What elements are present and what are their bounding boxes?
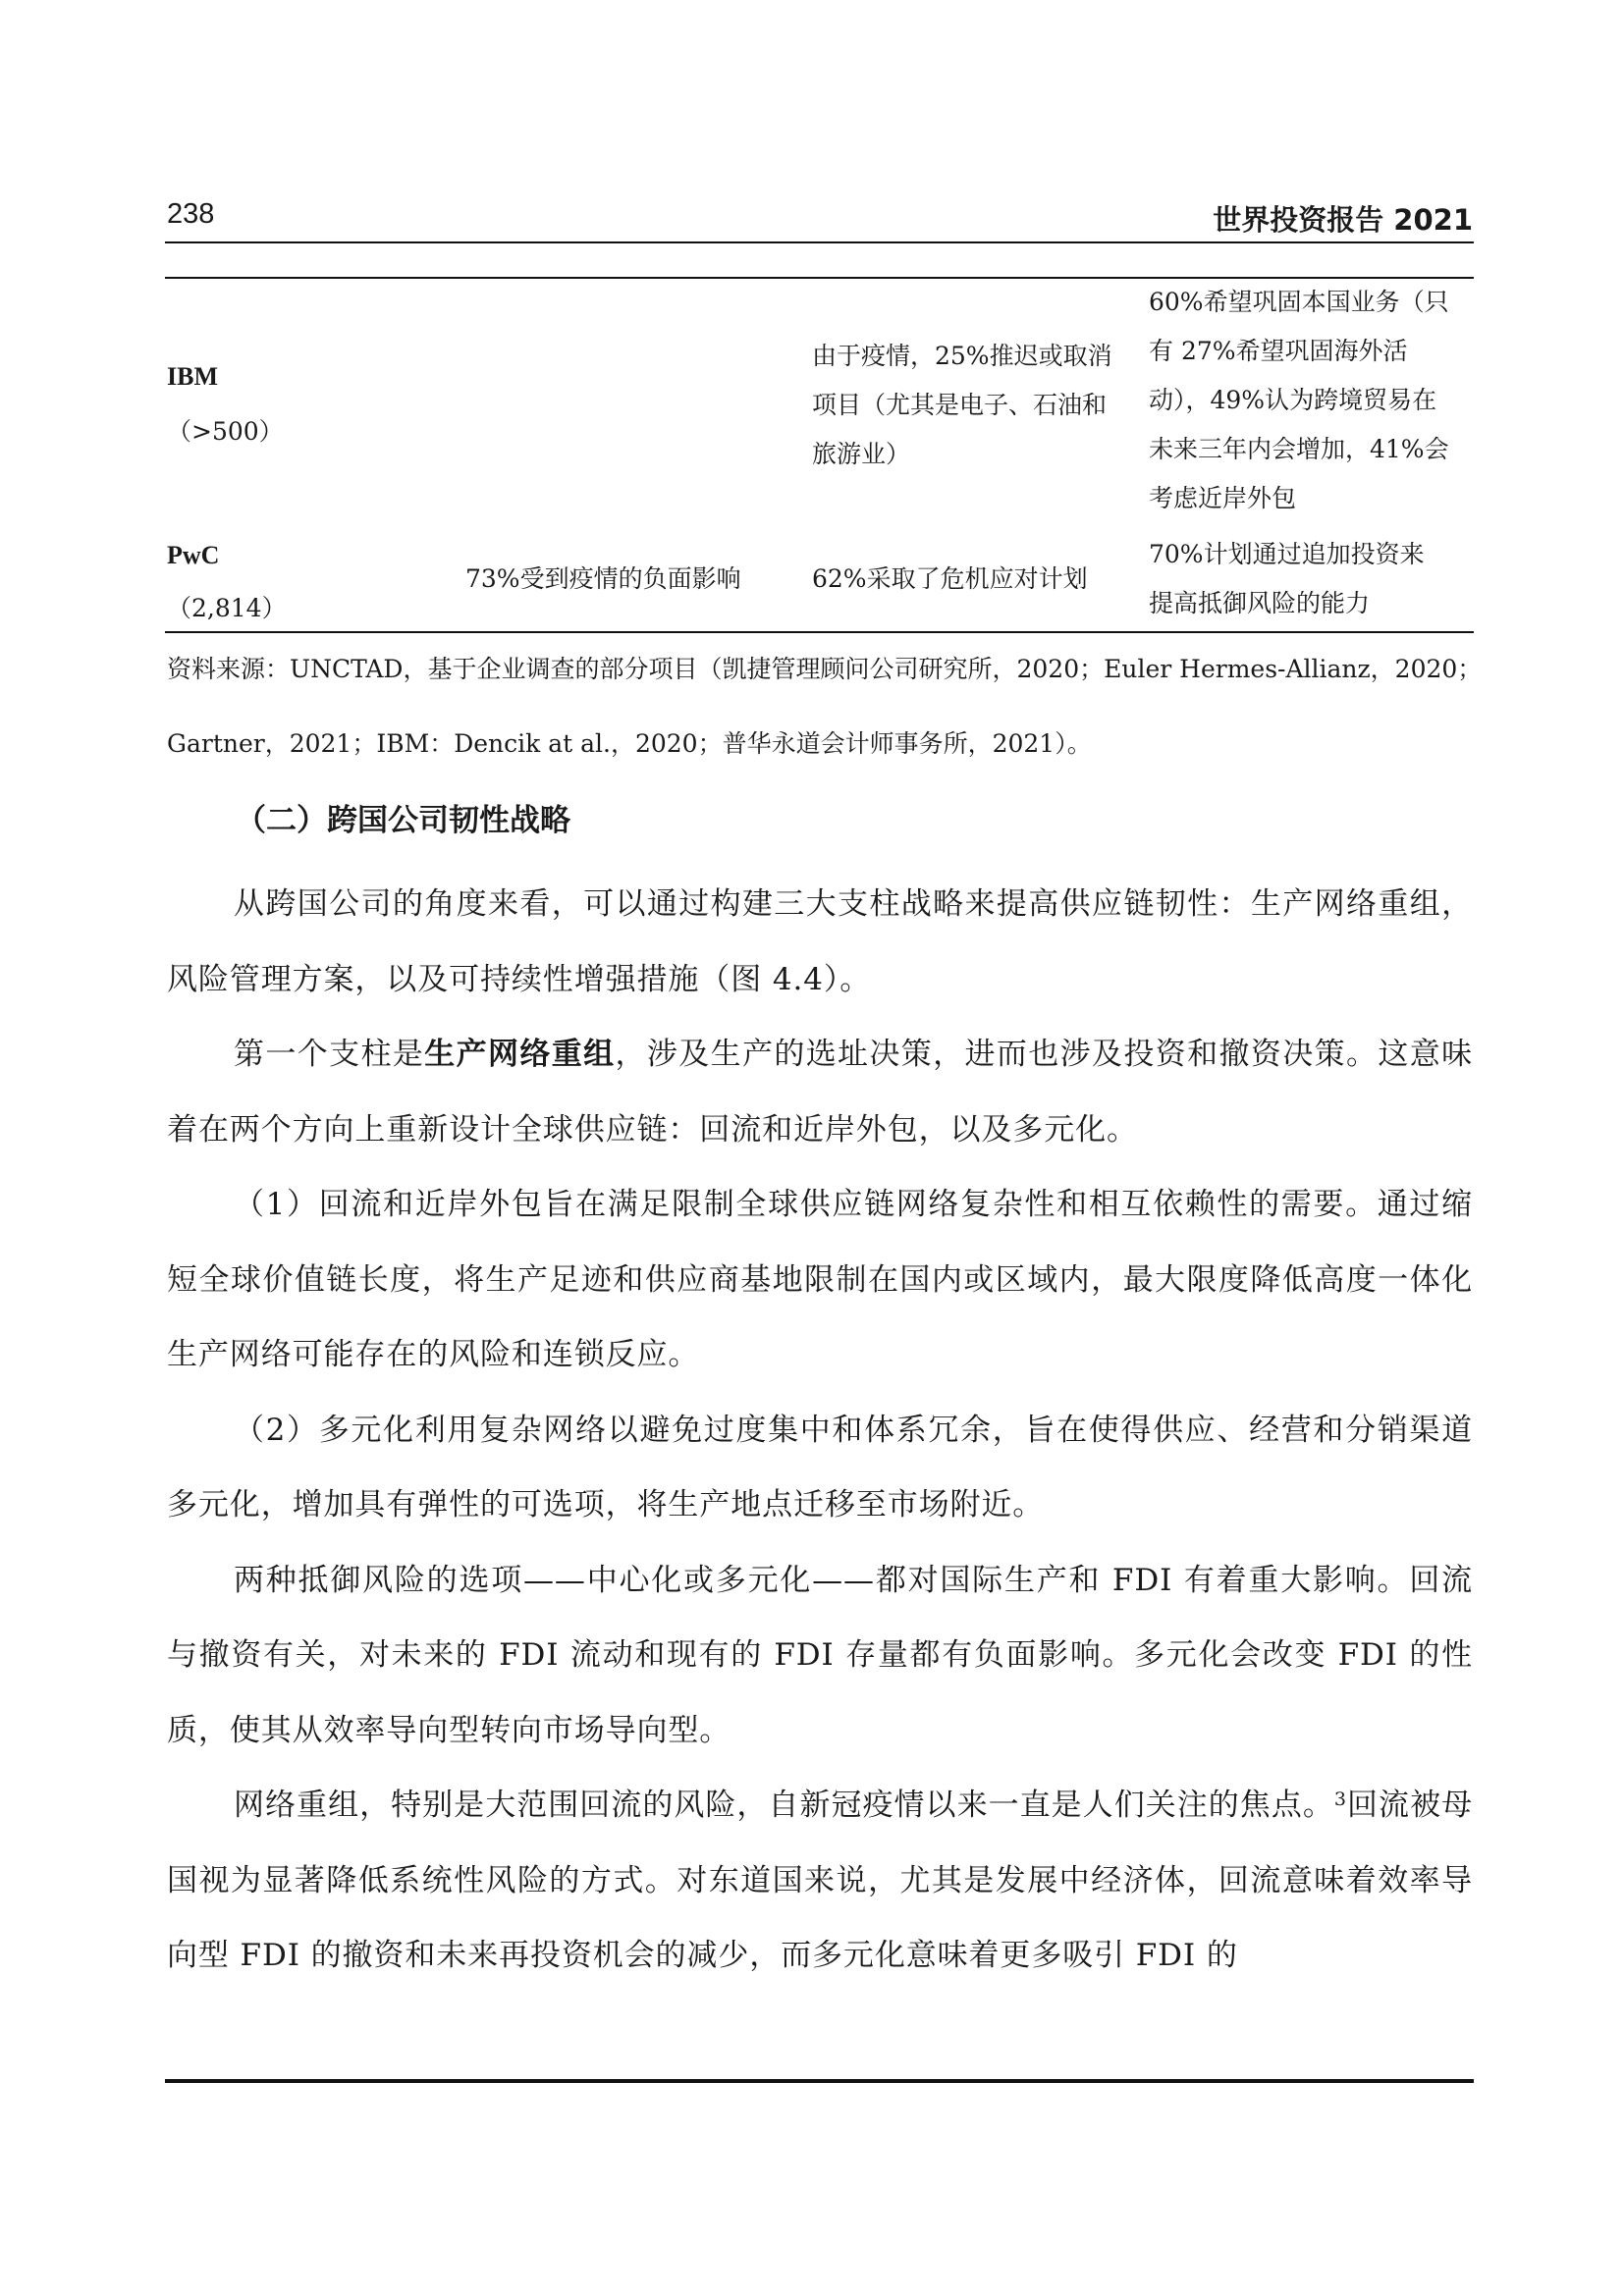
source-line: Gartner，2021；IBM：Dencik at al.，2020；普华永道会计师事务所，2021）。: [167, 729, 1092, 758]
paragraph-text: ，涉及生产的选址决策，进而也涉及投资和撤资决策。这意味着在两个方向上重新设计全球供应链：回流和近岸外包，以及多元化。: [167, 1037, 1473, 1148]
bold-term: 生产网络重组: [424, 1037, 616, 1072]
page-number: 238: [167, 198, 215, 230]
table-cell-pwc-col3: 62%采取了危机应对计划: [812, 564, 1088, 593]
source-line: 资料来源：UNCTAD，基于企业调查的部分项目（凯捷管理顾问公司研究所，2020；Euler Hermes‑Allianz，2020；: [167, 655, 1483, 683]
paragraph: [167, 1768, 1473, 1994]
table-cell-ibm-col4: [1149, 278, 1449, 523]
table-cell-ibm-col3: [812, 332, 1112, 479]
table-cell-pwc-col2: 73%受到疫情的负面影响: [465, 564, 741, 593]
table-company-pwc: PwC: [167, 541, 220, 569]
footer-rule: [165, 2079, 1474, 2083]
cell-line: 项目（尤其是电子、石油和: [812, 391, 1108, 419]
paragraph-text: 回流被母国视为显著降低系统性风险的方式。对东道国来说，尤其是发展中经济体，回流意味着效率导向型 FDI 的撤资和未来再投资机会的减少，而多元化意味着更多吸引 FDI 的: [167, 1788, 1473, 1973]
paragraph-text: 第一个支柱是: [234, 1037, 425, 1072]
cell-line: 提高抵御风险的能力: [1149, 589, 1371, 617]
paragraph: 从跨国公司的角度来看，可以通过构建三大支柱战略来提高供应链韧性：生产网络重组，风险管理方案，以及可持续性增强措施（图 4.4）。: [167, 886, 1473, 997]
cell-line: 动），49%认为跨境贸易在: [1149, 386, 1437, 414]
table-count-ibm: （>500）: [167, 417, 284, 446]
paragraph: [167, 1017, 1473, 1167]
paragraph-text: 网络重组，特别是大范围回流的风险，自新冠疫情以来一直是人们关注的焦点。: [234, 1788, 1334, 1823]
header-rule: [165, 241, 1474, 243]
table-company-ibm: IBM: [167, 362, 218, 391]
cell-line: 旅游业）: [812, 440, 911, 468]
paragraph: （2）多元化利用复杂网络以避免过度集中和体系冗余，旨在使得供应、经营和分销渠道多元化，增加具有弹性的可选项，将生产地点迁移至市场附近。: [167, 1412, 1473, 1522]
paragraph: （1）回流和近岸外包旨在满足限制全球供应链网络复杂性和相互依赖性的需要。通过缩短全球价值链长度，将生产足迹和供应商基地限制在国内或区域内，最大限度降低高度一体化生产网络可能存在的风险和连锁反应。: [167, 1187, 1473, 1372]
table-count-pwc: （2,814）: [167, 594, 287, 622]
section-heading: （二）跨国公司韧性战略: [236, 803, 570, 838]
cell-line: 60%希望巩固本国业务（只: [1149, 288, 1449, 316]
table-cell-pwc-col4: [1149, 530, 1425, 628]
body-text: [167, 867, 1473, 1994]
cell-line: 有 27%希望巩固海外活: [1149, 337, 1408, 365]
running-title: 世界投资报告 2021: [1213, 203, 1473, 237]
cell-line: 考虑近岸外包: [1149, 484, 1297, 512]
cell-line: 未来三年内会增加，41%会: [1149, 435, 1449, 463]
paragraph: 两种抵御风险的选项——中心化或多元化——都对国际生产和 FDI 有着重大影响。回流与撤资有关，对未来的 FDI 流动和现有的 FDI 存量都有负面影响。多元化会改变 FDI 的性质，使其从效率导向型转向市场导向型。: [167, 1562, 1473, 1748]
footnote-ref: 3: [1333, 1789, 1347, 1810]
cell-line: 由于疫情，25%推迟或取消: [812, 342, 1112, 370]
cell-line: 70%计划通过追加投资来: [1149, 540, 1425, 568]
table-source-note: [167, 632, 1483, 781]
